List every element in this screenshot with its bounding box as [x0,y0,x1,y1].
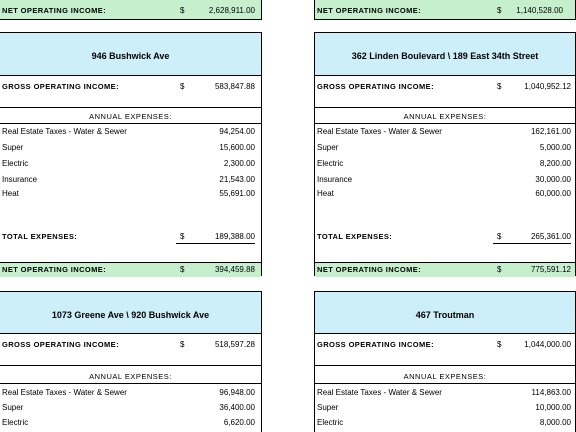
expense-amount: 94,254.00 [219,127,255,136]
expense-row [2,159,255,169]
gross-income-row [315,76,575,108]
expense-row [317,403,571,413]
expenses-header-row [0,108,261,124]
expense-name: Heat [317,189,334,198]
expenses-header-row [315,108,575,124]
noi-amount: 1,140,528.00 [516,6,563,15]
expense-row [2,388,255,398]
noi-label: NET OPERATING INCOME: [2,6,107,15]
noi-currency: $ [497,265,502,274]
expenses-header: ANNUAL EXPENSES: [403,112,487,121]
noi-label: NET OPERATING INCOME: [2,265,107,274]
noi-amount: 394,459.88 [214,265,255,274]
expense-amount: 36,400.00 [219,403,255,412]
noi-currency: $ [497,6,502,15]
expense-name: Real Estate Taxes - Water & Sewer [2,127,127,136]
gross-income-currency: $ [180,82,185,91]
expense-amount: 15,600.00 [219,143,255,152]
expense-name: Electric [2,418,29,427]
noi-row [314,0,576,20]
expense-name: Heat [2,189,19,198]
expense-name: Insurance [2,175,38,184]
expense-name: Real Estate Taxes - Water & Sewer [317,127,442,136]
total-expenses-amount: 265,361.00 [530,232,571,241]
expense-name: Electric [317,418,344,427]
expense-name: Insurance [317,175,353,184]
noi-label: NET OPERATING INCOME: [317,265,422,274]
gross-income-label: GROSS OPERATING INCOME: [2,340,119,349]
expense-row [2,143,255,153]
expense-amount: 8,200.00 [539,159,571,168]
noi-amount: 2,628,911.00 [208,6,255,15]
gross-income-row [0,334,261,366]
expense-amount: 6,620.00 [223,418,255,427]
gross-income-currency: $ [497,82,502,91]
expense-name: Electric [2,159,29,168]
gross-income-amount: 1,044,000.00 [524,340,571,349]
expense-name: Super [317,403,339,412]
expense-amount: 5,000.00 [539,143,571,152]
expense-amount: 10,000.00 [535,403,571,412]
gross-income-row [315,334,575,366]
total-underline [176,243,255,244]
property-panel [0,291,262,432]
gross-income-currency: $ [180,340,185,349]
expense-row [2,418,255,428]
expense-row [2,189,255,199]
gross-income-amount: 518,597.28 [214,340,255,349]
expense-amount: 96,948.00 [219,388,255,397]
noi-amount: 775,591.12 [530,265,571,274]
expense-name: Super [317,143,339,152]
gross-income-label: GROSS OPERATING INCOME: [2,82,119,91]
expense-amount: 30,000.00 [535,175,571,184]
property-panel [0,32,262,276]
expense-amount: 114,863.00 [531,388,571,397]
expense-name: Real Estate Taxes - Water & Sewer [2,388,127,397]
gross-income-currency: $ [497,340,502,349]
noi-currency: $ [180,6,185,15]
panel-title-row [0,292,261,334]
expense-name: Super [2,143,24,152]
expenses-header: ANNUAL EXPENSES: [403,372,487,381]
expense-amount: 55,691.00 [219,189,255,198]
gross-income-amount: 583,847.88 [214,82,255,91]
property-title: 1073 Greene Ave \ 920 Bushwick Ave [51,310,210,320]
noi-currency: $ [180,265,185,274]
total-expenses-amount: 189,388.00 [214,232,255,241]
total-expenses-label: TOTAL EXPENSES: [317,232,393,241]
expense-row [317,143,571,153]
total-expenses-currency: $ [180,232,185,241]
expense-name: Super [2,403,24,412]
property-title: 946 Bushwick Ave [91,51,170,61]
expense-amount: 21,543.00 [219,175,255,184]
expenses-header-row [315,369,575,384]
total-expenses-label: TOTAL EXPENSES: [2,232,78,241]
total-expenses-currency: $ [497,232,502,241]
expense-row [317,175,571,185]
total-underline [493,243,571,244]
expense-amount: 2,300.00 [223,159,255,168]
panel-title-row [315,33,575,76]
property-panel [314,32,576,276]
property-title: 467 Troutman [415,310,475,320]
expense-row [317,127,571,137]
expense-amount: 8,000.00 [539,418,571,427]
expense-name: Electric [317,159,344,168]
panel-title-row [315,292,575,334]
expense-row [2,127,255,137]
expenses-header: ANNUAL EXPENSES: [89,112,172,121]
expense-amount: 162,161.00 [530,127,571,136]
gross-income-label: GROSS OPERATING INCOME: [317,82,434,91]
panel-title-row [0,33,261,76]
noi-row [0,0,262,20]
expense-row [317,189,571,199]
property-title: 362 Linden Boulevard \ 189 East 34th Street [351,51,539,61]
expense-row [2,403,255,413]
expense-row [317,418,571,428]
expense-row [2,175,255,185]
gross-income-label: GROSS OPERATING INCOME: [317,340,434,349]
expense-row [317,388,571,398]
noi-row [315,262,575,277]
expenses-header: ANNUAL EXPENSES: [89,372,172,381]
noi-label: NET OPERATING INCOME: [317,6,422,15]
expense-amount: 60,000.00 [535,189,571,198]
noi-row [0,262,261,277]
expenses-header-row [0,369,261,384]
expense-row [317,159,571,169]
gross-income-row [0,76,261,108]
gross-income-amount: 1,040,952.12 [524,82,571,91]
total-expenses-row [0,230,261,250]
property-panel [314,291,576,432]
total-expenses-row [315,230,575,250]
expense-name: Real Estate Taxes - Water & Sewer [317,388,442,397]
